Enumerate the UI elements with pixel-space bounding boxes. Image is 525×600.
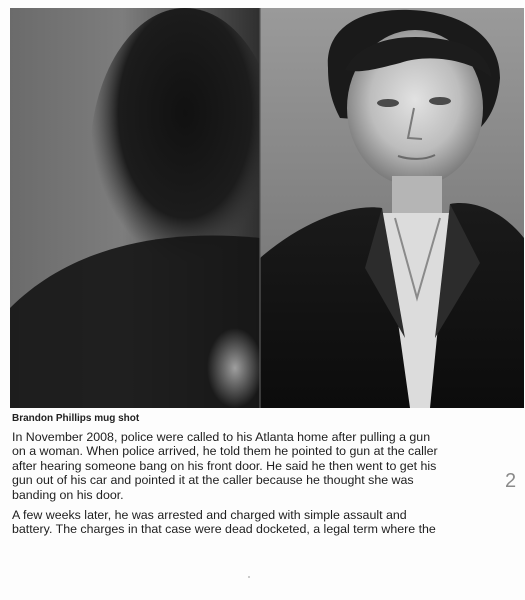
article-paragraph: A few weeks later, he was arrested and charged with simple assault and battery. The charges in that case were dead docketed, a legal term where the [12, 508, 436, 537]
scan-speck [248, 576, 250, 578]
article-paragraph: In November 2008, police were called to his Atlanta home after pulling a gun on a woman. When police arrived, he told them he pointed to gun at the caller after hearing someone bang on his front door. He said he then went to get his gun out of his car and pointed it at the caller because he thought she was banding on his door. [12, 430, 438, 502]
article-body [12, 430, 482, 543]
mug-shot-image [10, 8, 524, 408]
photo-caption: Brandon Phillips mug shot [12, 413, 140, 424]
mug-shot-photo [10, 8, 524, 408]
page-number: 2 [505, 470, 517, 492]
